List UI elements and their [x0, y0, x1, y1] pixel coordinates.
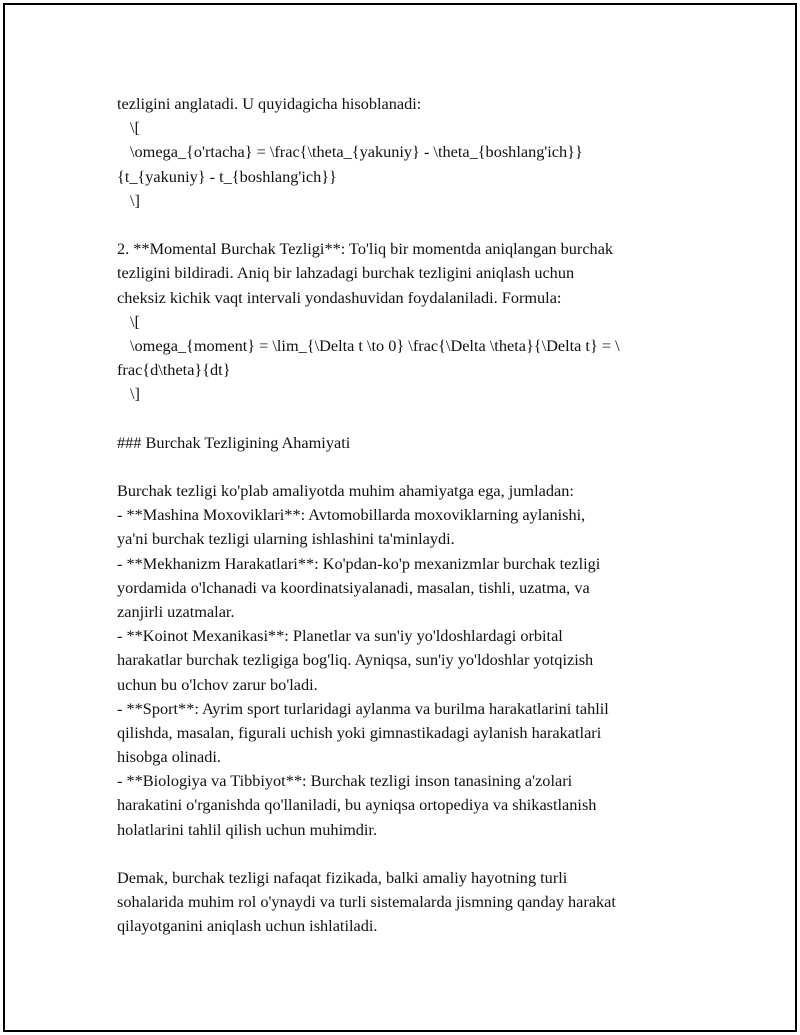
bullet-line: - **Mekhanizm Harakatlari**: Ko'pdan-ko'p mexanizmlar burchak tezligi: [117, 553, 601, 573]
bullet-line: yordamida o'lchanadi va koordinatsiyalanadi, masalan, tishli, uzatma, va: [117, 577, 590, 597]
section-heading: ### Burchak Tezligining Ahamiyati: [117, 432, 351, 452]
bullet-line: qilishda, masalan, figurali uchish yoki gimnastikadagi aylanish harakatlari: [117, 722, 602, 742]
bullet-line: - **Sport**: Ayrim sport turlaridagi aylanma va burilma harakatlarini tahlil: [117, 698, 609, 718]
bullet-line: harakatlar burchak tezligiga bog'liq. Ayniqsa, sun'iy yo'ldoshlar yotqizish: [117, 650, 594, 670]
bullet-line: - **Koinot Mexanikasi**: Planetlar va sun'iy yo'ldoshlardagi orbital: [117, 626, 563, 646]
text-line: qilayotganini aniqlash uchun ishlatiladi.: [117, 916, 378, 936]
paragraph-gap: [117, 842, 697, 866]
text-line: tezligini bildiradi. Aniq bir lahzadagi burchak tezligini aniqlash uchun: [117, 263, 575, 283]
bullet-line: harakatini o'rganishda qo'llaniladi, bu ayniqsa ortopediya va shikastlanish: [117, 795, 597, 815]
equation-close: \]: [130, 384, 140, 404]
bullet-line: - **Mashina Moxoviklari**: Avtomobillarda moxoviklarning aylanishi,: [117, 505, 586, 525]
equation-line: frac{d\theta}{dt}: [117, 360, 231, 380]
text-line: Burchak tezligi ko'plab amaliyotda muhim ahamiyatga ega, jumladan:: [117, 481, 574, 500]
bullet-line: zanjirli uzatmalar.: [117, 601, 235, 621]
text-line: 2. **Momental Burchak Tezligi**: To'liq bir momentda aniqlangan burchak: [117, 239, 614, 259]
paragraph-gap: [117, 406, 697, 430]
bullet-line: holatlarini tahlil qilish uchun muhimdir.: [117, 819, 378, 839]
equation-open: \[: [130, 118, 140, 138]
text-line: cheksiz kichik vaqt intervali yondashuvidan foydalaniladi. Formula:: [117, 287, 562, 307]
equation-line: {t_{yakuniy} - t_{boshlang'ich}}: [117, 166, 337, 186]
bullet-line: uchun bu o'lchov zarur bo'ladi.: [117, 674, 318, 694]
text-line: tezligini anglatadi. U quyidagicha hisoblanadi:: [117, 94, 422, 113]
equation-open: \[: [130, 311, 140, 331]
document-body: [117, 92, 697, 939]
bullet-line: - **Biologiya va Tibbiyot**: Burchak tezligi inson tanasining a'zolari: [117, 771, 573, 791]
text-line: sohalarida muhim rol o'ynaydi va turli sistemalarda jismning qanday harakat: [117, 892, 616, 912]
text-line: Demak, burchak tezligi nafaqat fizikada, balki amaliy hayotning turli: [117, 868, 568, 887]
paragraph-gap: [117, 213, 697, 237]
equation-line: \omega_{moment} = \lim_{\Delta t \to 0} \frac{\Delta \theta}{\Delta t} = \: [130, 335, 620, 355]
equation-close: \]: [130, 190, 140, 210]
bullet-line: ya'ni burchak tezligi ularning ishlashini ta'minlaydi.: [117, 529, 455, 549]
paragraph-gap: [117, 455, 697, 479]
bullet-line: hisobga olinadi.: [117, 747, 222, 767]
equation-line: \omega_{o'rtacha} = \frac{\theta_{yakuniy} - \theta_{boshlang'ich}}: [130, 142, 583, 162]
